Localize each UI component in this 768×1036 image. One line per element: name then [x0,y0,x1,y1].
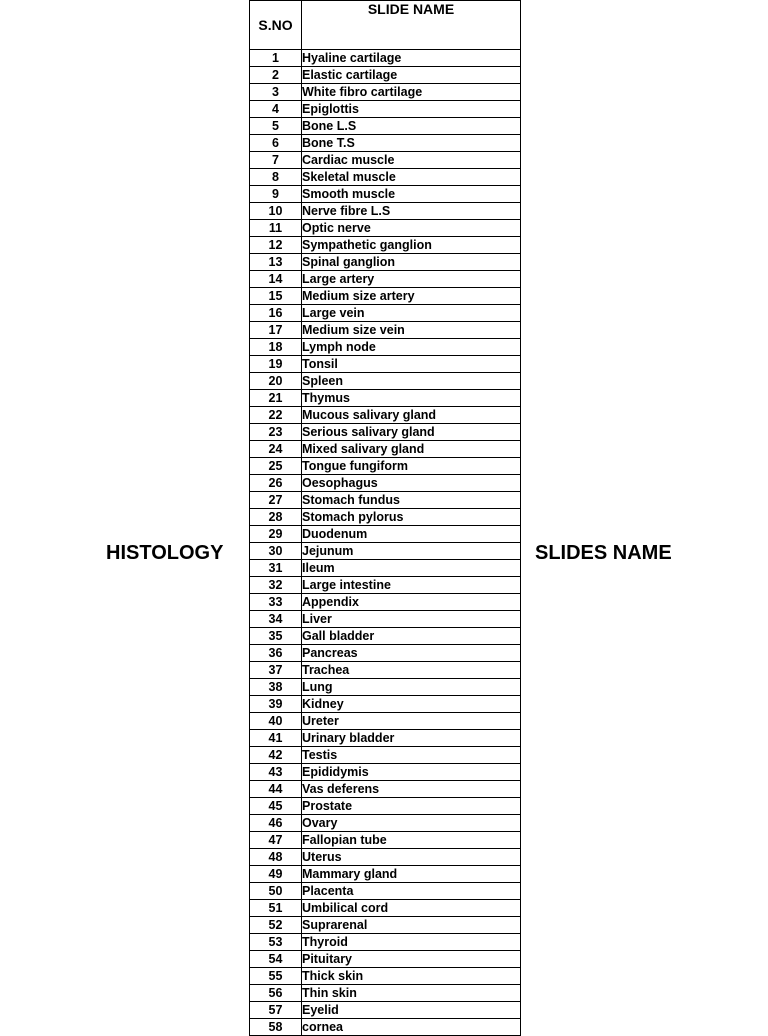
slide-number: 58 [250,1019,302,1036]
slide-number: 25 [250,458,302,475]
table-row [250,441,521,458]
slide-name: Ureter [302,713,521,730]
slide-number: 51 [250,900,302,917]
table-row [250,866,521,883]
table-row [250,169,521,186]
slide-number: 16 [250,305,302,322]
slide-name: Thyroid [302,934,521,951]
slide-name: Cardiac muscle [302,152,521,169]
table-row [250,101,521,118]
table-row [250,645,521,662]
slide-name: Ileum [302,560,521,577]
slide-number: 38 [250,679,302,696]
slide-number: 1 [250,50,302,67]
slide-number: 24 [250,441,302,458]
slide-number: 13 [250,254,302,271]
table-row [250,84,521,101]
slide-name: Sympathetic ganglion [302,237,521,254]
slide-name: Oesophagus [302,475,521,492]
slide-number: 21 [250,390,302,407]
slide-number: 49 [250,866,302,883]
slide-name: Urinary bladder [302,730,521,747]
table-row [250,764,521,781]
slide-name: Thin skin [302,985,521,1002]
table-row [250,373,521,390]
slide-name: Serious salivary gland [302,424,521,441]
slide-number: 7 [250,152,302,169]
table-row [250,951,521,968]
slide-name: Tonsil [302,356,521,373]
table-row [250,220,521,237]
slide-number: 47 [250,832,302,849]
table-row [250,849,521,866]
table-row [250,237,521,254]
slide-name: Prostate [302,798,521,815]
table-row [250,883,521,900]
slide-number: 10 [250,203,302,220]
table-row [250,254,521,271]
table-row [250,509,521,526]
slide-name: cornea [302,1019,521,1036]
slide-number: 33 [250,594,302,611]
slide-number: 52 [250,917,302,934]
slide-name: Lymph node [302,339,521,356]
slide-number: 28 [250,509,302,526]
table-header [250,1,521,50]
slide-name: Umbilical cord [302,900,521,917]
slide-number: 4 [250,101,302,118]
slide-name: Mixed salivary gland [302,441,521,458]
table-row [250,475,521,492]
table-row [250,781,521,798]
table-row [250,968,521,985]
slide-name: Placenta [302,883,521,900]
slide-number: 12 [250,237,302,254]
slide-name: Duodenum [302,526,521,543]
slide-number: 35 [250,628,302,645]
slide-name: Epiglottis [302,101,521,118]
slide-number: 27 [250,492,302,509]
slide-name: Lung [302,679,521,696]
slide-name: Ovary [302,815,521,832]
slide-number: 9 [250,186,302,203]
slide-name: Liver [302,611,521,628]
table-row [250,662,521,679]
table-row [250,135,521,152]
slide-name: Uterus [302,849,521,866]
table-row [250,1002,521,1019]
slide-number: 20 [250,373,302,390]
slide-name: Pituitary [302,951,521,968]
slide-name: Kidney [302,696,521,713]
slide-number: 50 [250,883,302,900]
table-row [250,730,521,747]
table-row [250,50,521,67]
slide-number: 53 [250,934,302,951]
slide-name: Bone L.S [302,118,521,135]
table-row [250,458,521,475]
table-row [250,713,521,730]
slide-number: 45 [250,798,302,815]
slide-name: Elastic cartilage [302,67,521,84]
slide-number: 41 [250,730,302,747]
slide-number: 48 [250,849,302,866]
slide-name: Large vein [302,305,521,322]
slide-number: 54 [250,951,302,968]
slide-name-column-header: SLIDE NAME [302,1,521,50]
slide-number: 40 [250,713,302,730]
slide-name: Vas deferens [302,781,521,798]
table-row [250,917,521,934]
table-row [250,747,521,764]
table-row [250,356,521,373]
slide-name: Bone T.S [302,135,521,152]
table-row [250,339,521,356]
table-row [250,832,521,849]
slide-number: 17 [250,322,302,339]
slide-name: Jejunum [302,543,521,560]
slide-name: Suprarenal [302,917,521,934]
slide-number: 2 [250,67,302,84]
slide-number: 42 [250,747,302,764]
slide-number: 34 [250,611,302,628]
slide-number: 57 [250,1002,302,1019]
slide-name: Gall bladder [302,628,521,645]
table-row [250,271,521,288]
header-row [250,1,521,50]
slide-name: Mammary gland [302,866,521,883]
table-row [250,543,521,560]
table-row [250,594,521,611]
slide-name: Fallopian tube [302,832,521,849]
slide-name: Large intestine [302,577,521,594]
table-row [250,305,521,322]
slide-number: 19 [250,356,302,373]
slide-number: 15 [250,288,302,305]
slide-name: Stomach pylorus [302,509,521,526]
slide-name: Medium size vein [302,322,521,339]
slide-number: 44 [250,781,302,798]
table-row [250,118,521,135]
slide-name: Stomach fundus [302,492,521,509]
slide-name: Testis [302,747,521,764]
table-row [250,288,521,305]
table-row [250,815,521,832]
slide-number: 18 [250,339,302,356]
slide-number: 23 [250,424,302,441]
slide-name: Medium size artery [302,288,521,305]
slide-name: Epididymis [302,764,521,781]
slide-number: 32 [250,577,302,594]
table-row [250,679,521,696]
table-row [250,611,521,628]
slides-name-title: SLIDES NAME [535,542,672,564]
slide-number: 11 [250,220,302,237]
slide-number: 39 [250,696,302,713]
slide-name: Spinal ganglion [302,254,521,271]
slide-name: Appendix [302,594,521,611]
slide-number: 43 [250,764,302,781]
table-row [250,67,521,84]
slide-number: 56 [250,985,302,1002]
slide-number: 46 [250,815,302,832]
table-row [250,526,521,543]
slide-number: 55 [250,968,302,985]
table-row [250,492,521,509]
slide-number: 36 [250,645,302,662]
slide-name: Tongue fungiform [302,458,521,475]
slide-number: 6 [250,135,302,152]
table-row [250,577,521,594]
table-row [250,407,521,424]
slide-number: 3 [250,84,302,101]
table-row [250,203,521,220]
slides-table [249,0,521,1036]
slide-name: Optic nerve [302,220,521,237]
table-row [250,985,521,1002]
table-row [250,152,521,169]
slide-number: 5 [250,118,302,135]
histology-title: HISTOLOGY [106,542,224,564]
table-row [250,186,521,203]
slide-name: Thick skin [302,968,521,985]
slide-name: Skeletal muscle [302,169,521,186]
slide-name: Smooth muscle [302,186,521,203]
table-row [250,424,521,441]
slide-name: White fibro cartilage [302,84,521,101]
table-row [250,322,521,339]
slide-name: Eyelid [302,1002,521,1019]
table-row [250,1019,521,1036]
table-row [250,934,521,951]
table-body [250,50,521,1036]
sno-column-header: S.NO [250,1,302,50]
slide-number: 31 [250,560,302,577]
slide-name: Mucous salivary gland [302,407,521,424]
slide-name: Spleen [302,373,521,390]
table-row [250,900,521,917]
slide-number: 26 [250,475,302,492]
slide-number: 14 [250,271,302,288]
slide-name: Nerve fibre L.S [302,203,521,220]
slide-name: Thymus [302,390,521,407]
slide-name: Hyaline cartilage [302,50,521,67]
table-row [250,560,521,577]
slide-number: 22 [250,407,302,424]
slide-number: 37 [250,662,302,679]
slide-number: 29 [250,526,302,543]
slide-name: Large artery [302,271,521,288]
table-row [250,798,521,815]
slide-name: Pancreas [302,645,521,662]
slide-number: 30 [250,543,302,560]
slide-number: 8 [250,169,302,186]
table-row [250,696,521,713]
table-row [250,390,521,407]
table-row [250,628,521,645]
slide-name: Trachea [302,662,521,679]
